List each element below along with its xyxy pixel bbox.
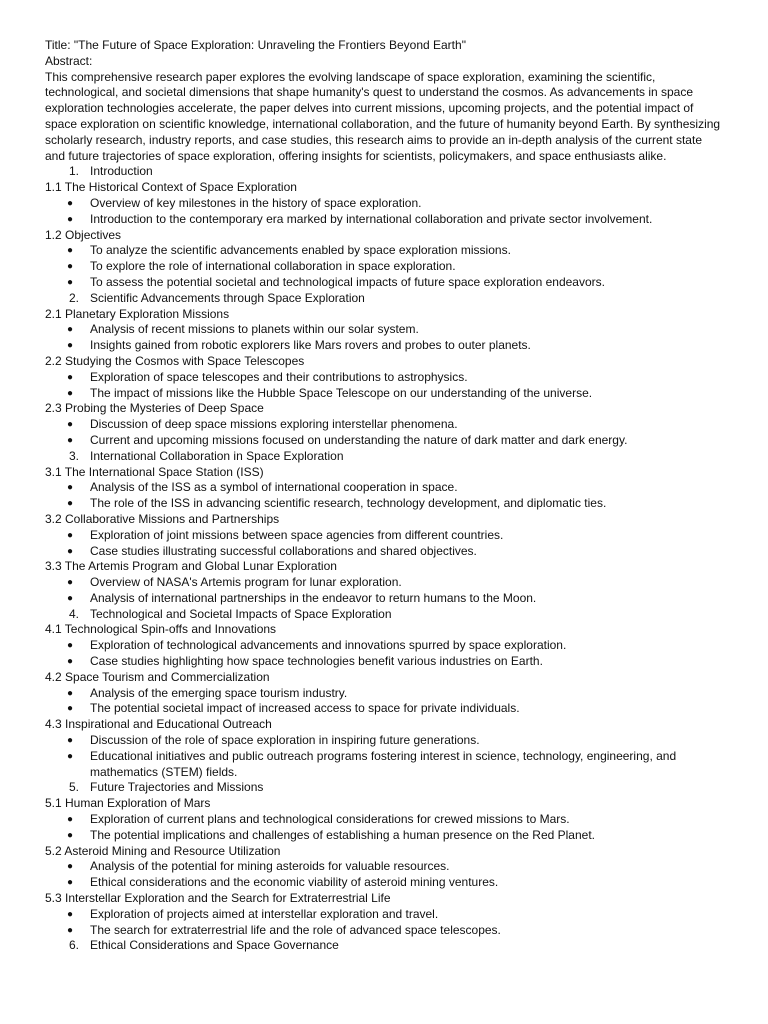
list-item <box>45 923 728 939</box>
list-item <box>45 907 728 923</box>
bullet-icon: ● <box>67 340 74 352</box>
bullet-icon: ● <box>67 245 74 257</box>
list-item-text: Current and upcoming missions focused on understanding the nature of dark matter and dark energy. <box>90 432 628 447</box>
bullet-icon: ● <box>67 419 74 431</box>
section-number: 2. <box>68 290 79 305</box>
list-item <box>45 243 728 259</box>
list-item <box>45 275 728 291</box>
list-item-text: Analysis of the emerging space tourism industry. <box>90 685 348 700</box>
bullet-icon: ● <box>67 861 74 873</box>
numbered-section <box>45 449 728 465</box>
list-item <box>45 701 728 717</box>
section-title: International Collaboration in Space Exploration <box>90 448 344 463</box>
section-heading: 5.2 Asteroid Mining and Resource Utilization <box>45 843 281 858</box>
list-item <box>45 575 728 591</box>
list-item <box>45 338 728 354</box>
list-item-text: Exploration of projects aimed at interstellar exploration and travel. <box>90 906 439 921</box>
bullet-icon: ● <box>67 829 74 841</box>
section-title: Introduction <box>90 164 153 179</box>
list-item <box>45 812 728 828</box>
section-number: 1. <box>68 164 79 179</box>
section-heading: 2.3 Probing the Mysteries of Deep Space <box>45 401 264 416</box>
list-item <box>45 638 728 654</box>
bullet-icon: ● <box>67 213 74 225</box>
list-item <box>45 654 728 670</box>
list-item-text: Discussion of deep space missions exploring interstellar phenomena. <box>90 417 458 432</box>
list-item <box>45 686 728 702</box>
list-item <box>45 259 728 275</box>
bullet-icon: ● <box>67 498 74 510</box>
section-heading: 2.2 Studying the Cosmos with Space Telescopes <box>45 353 305 368</box>
list-item <box>45 322 728 338</box>
list-item-text: Introduction to the contemporary era marked by international collaboration and private sector involvement. <box>90 211 653 226</box>
list-item-text: Exploration of technological advancements and innovations spurred by space exploration. <box>90 638 567 653</box>
list-item <box>45 859 728 875</box>
list-item-text: To explore the role of international collaboration in space exploration. <box>90 259 456 274</box>
numbered-section <box>45 780 728 796</box>
section-title: Ethical Considerations and Space Governance <box>90 938 339 953</box>
list-item <box>45 433 728 449</box>
list-item <box>45 875 728 891</box>
list-item-text: The impact of missions like the Hubble Space Telescope on our understanding of the universe. <box>90 385 593 400</box>
bullet-icon: ● <box>67 577 74 589</box>
section-title: Scientific Advancements through Space Exploration <box>90 290 365 305</box>
list-item-text: Case studies illustrating successful collaborations and shared objectives. <box>90 543 477 558</box>
bullet-icon: ● <box>67 276 74 288</box>
section-heading: 1.1 The Historical Context of Space Exploration <box>45 180 297 195</box>
list-item <box>45 196 728 212</box>
bullet-icon: ● <box>67 545 74 557</box>
section-heading: 2.1 Planetary Exploration Missions <box>45 306 230 321</box>
list-item <box>45 370 728 386</box>
bullet-icon: ● <box>67 640 74 652</box>
list-item-text: Analysis of international partnerships in the endeavor to return humans to the Moon. <box>90 590 537 605</box>
list-item-text: Overview of key milestones in the history of space exploration. <box>90 195 422 210</box>
bullet-icon: ● <box>67 482 74 494</box>
list-item-text: Exploration of space telescopes and their contributions to astrophysics. <box>90 369 468 384</box>
section-number: 3. <box>68 448 79 463</box>
list-item-text: Analysis of the potential for mining asteroids for valuable resources. <box>90 859 450 874</box>
bullet-icon: ● <box>67 877 74 889</box>
numbered-section <box>45 607 728 623</box>
bullet-icon: ● <box>67 387 74 399</box>
numbered-section <box>45 938 728 954</box>
list-item-text: Educational initiatives and public outreach programs fostering interest in science, technology, engineering, and mathematics (STEM) fields. <box>90 748 677 779</box>
section-heading: 4.3 Inspirational and Educational Outreach <box>45 717 272 732</box>
list-item-text: The potential implications and challenges of establishing a human presence on the Red Planet. <box>90 827 595 842</box>
section-heading: 4.2 Space Tourism and Commercialization <box>45 669 270 684</box>
bullet-icon: ● <box>67 735 74 747</box>
list-item-text: Overview of NASA's Artemis program for lunar exploration. <box>90 575 402 590</box>
list-item-text: Case studies highlighting how space technologies benefit various industries on Earth. <box>90 654 543 669</box>
list-item <box>45 212 728 228</box>
list-item-text: The potential societal impact of increased access to space for private individuals. <box>90 701 520 716</box>
bullet-icon: ● <box>67 261 74 273</box>
list-item <box>45 828 728 844</box>
section-heading: 5.1 Human Exploration of Mars <box>45 796 211 811</box>
bullet-icon: ● <box>67 434 74 446</box>
bullet-icon: ● <box>67 924 74 936</box>
list-item <box>45 417 728 433</box>
bullet-icon: ● <box>67 703 74 715</box>
section-heading: 3.2 Collaborative Missions and Partnerships <box>45 511 280 526</box>
section-heading: 5.3 Interstellar Exploration and the Search for Extraterrestrial Life <box>45 891 391 906</box>
section-heading: 3.3 The Artemis Program and Global Lunar Exploration <box>45 559 337 574</box>
list-item-text: To assess the potential societal and technological impacts of future space exploration endeavors. <box>90 274 605 289</box>
bullet-icon: ● <box>67 814 74 826</box>
document-title: Title: "The Future of Space Exploration: Unraveling the Frontiers Beyond Earth" <box>45 38 466 52</box>
bullet-icon: ● <box>67 324 74 336</box>
bullet-icon: ● <box>67 687 74 699</box>
list-item-text: Insights gained from robotic explorers like Mars rovers and probes to outer planets. <box>90 338 531 353</box>
list-item-text: Analysis of recent missions to planets within our solar system. <box>90 322 419 337</box>
bullet-icon: ● <box>67 750 74 762</box>
section-title: Technological and Societal Impacts of Space Exploration <box>90 606 392 621</box>
list-item-text: To analyze the scientific advancements enabled by space exploration missions. <box>90 243 511 258</box>
abstract-text: This comprehensive research paper explores the evolving landscape of space exploration, examining the scientific, technological, and societal dimensions that shape humanity's quest to understand the cosmos. As advancements in space exploration technologies accelerate, the paper delves into current missions, upcoming projects, and the potential impact of space exploration on scientific knowledge, international collaboration, and the future of humanity beyond Earth. By synthesizing scholarly research, industry reports, and case studies, this research aims to provide an in-depth analysis of the current state and future trajectories of space exploration, offering insights for scientists, policymakers, and space enthusiasts alike. <box>45 69 721 163</box>
bullet-icon: ● <box>67 371 74 383</box>
section-number: 5. <box>68 780 79 795</box>
list-item <box>45 528 728 544</box>
list-item-text: Analysis of the ISS as a symbol of international cooperation in space. <box>90 480 458 495</box>
list-item <box>45 496 728 512</box>
numbered-section <box>45 164 728 180</box>
section-heading: 4.1 Technological Spin-offs and Innovations <box>45 622 277 637</box>
bullet-icon: ● <box>67 529 74 541</box>
numbered-section <box>45 291 728 307</box>
list-item <box>45 591 728 607</box>
section-number: 4. <box>68 606 79 621</box>
list-item-text: Ethical considerations and the economic viability of asteroid mining ventures. <box>90 875 499 890</box>
abstract-label: Abstract: <box>45 53 93 68</box>
section-heading: 3.1 The International Space Station (ISS) <box>45 464 264 479</box>
list-item <box>45 544 728 560</box>
section-title: Future Trajectories and Missions <box>90 780 264 795</box>
list-item-text: Discussion of the role of space exploration in inspiring future generations. <box>90 733 480 748</box>
bullet-icon: ● <box>67 197 74 209</box>
list-item-text: Exploration of current plans and technological considerations for crewed missions to Mars. <box>90 812 570 827</box>
list-item <box>45 749 728 781</box>
list-item <box>45 386 728 402</box>
bullet-icon: ● <box>67 592 74 604</box>
bullet-icon: ● <box>67 908 74 920</box>
list-item-text: The search for extraterrestrial life and the role of advanced space telescopes. <box>90 922 501 937</box>
section-heading: 1.2 Objectives <box>45 227 122 242</box>
list-item-text: The role of the ISS in advancing scientific research, technology development, and diplomatic ties. <box>90 496 607 511</box>
bullet-icon: ● <box>67 656 74 668</box>
list-item <box>45 733 728 749</box>
section-number: 6. <box>68 938 79 953</box>
list-item-text: Exploration of joint missions between space agencies from different countries. <box>90 527 504 542</box>
outline <box>45 164 728 954</box>
list-item <box>45 480 728 496</box>
